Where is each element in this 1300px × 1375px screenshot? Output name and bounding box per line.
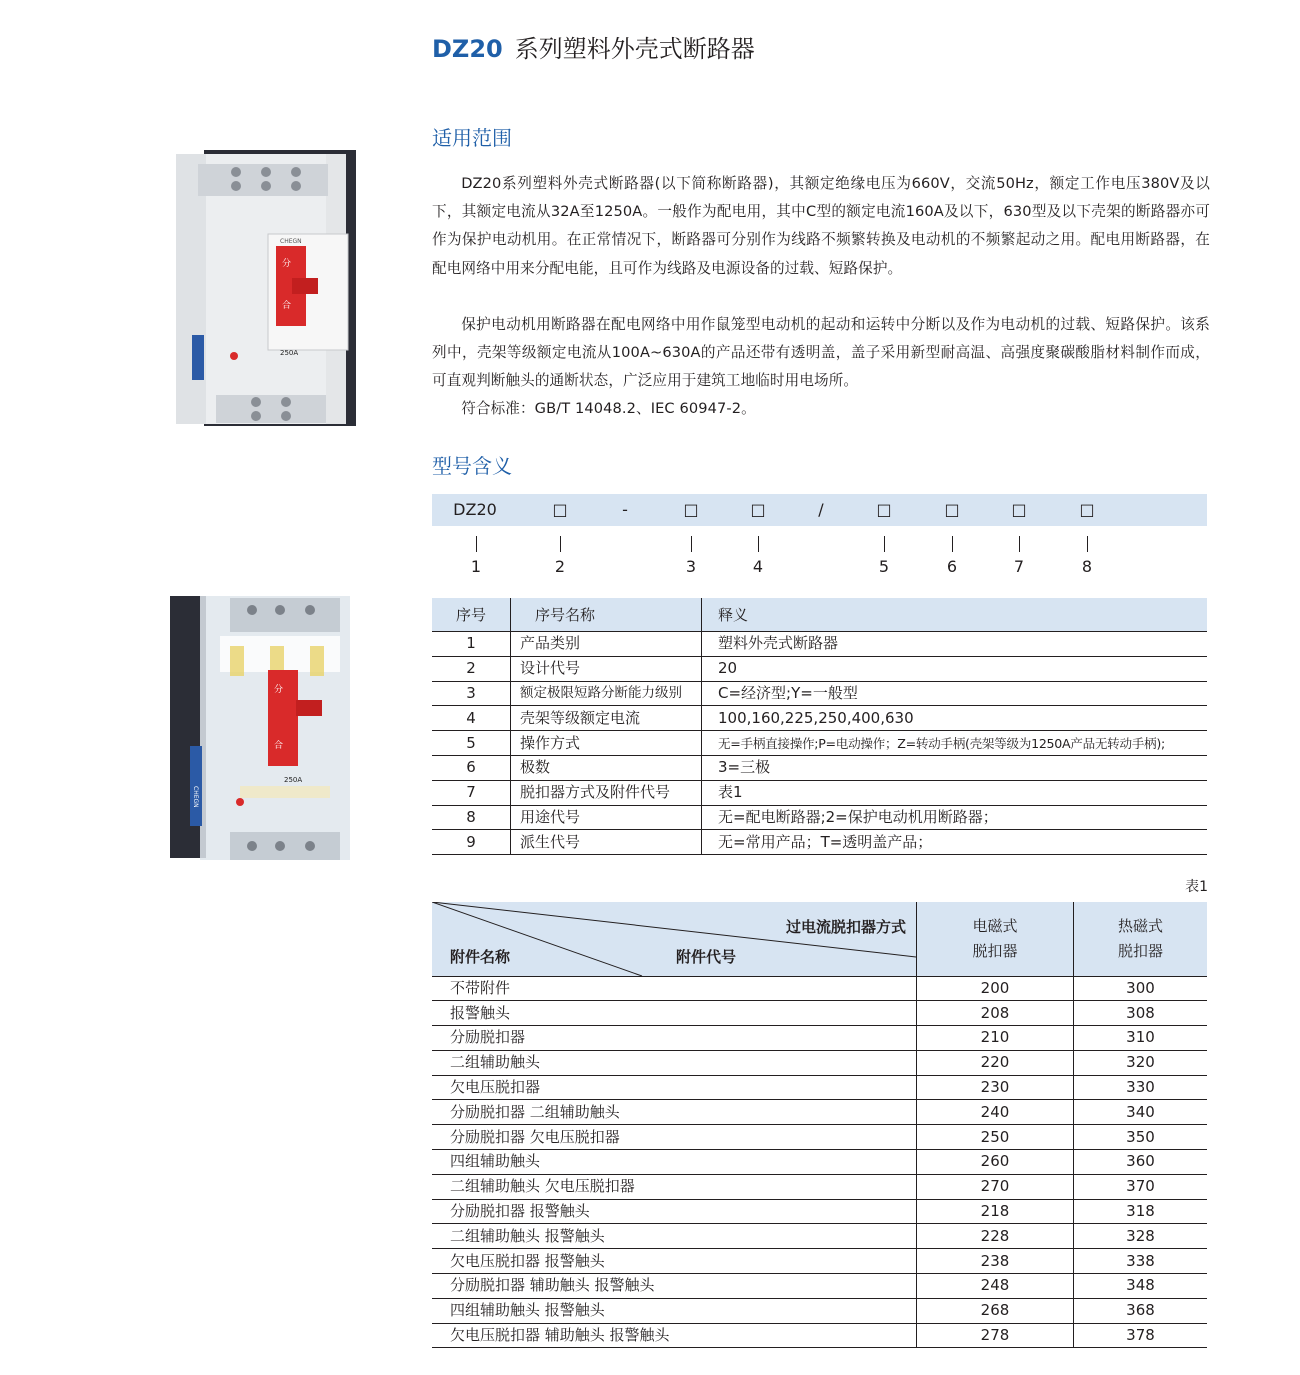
- table-note: 表1: [1185, 879, 1208, 895]
- cell-index: 6: [432, 755, 511, 780]
- header-electromagnetic-line2: 脱扣器: [972, 941, 1018, 960]
- cell-meaning: 3=三极: [702, 755, 1208, 780]
- cell-electromagnetic-code: 210: [917, 1026, 1074, 1051]
- handle-off-label-2: 分: [274, 685, 284, 695]
- scope-paragraph-2: 保护电动机用断路器在配电网络中用作鼠笼型电动机的起动和运转中分断以及作为电动机的过载、短路保护。该系列中，壳架等级额定电流从100A~630A的产品还带有透明盖，盖子采用新型耐高温、高强度聚碳酸脂材料制作而成，可直观判断触头的通断状态，广泛应用于建筑工地临时用电场所。: [432, 316, 1210, 390]
- cell-thermal-code: 328: [1074, 1224, 1208, 1249]
- cell-name: 操作方式: [511, 731, 702, 756]
- code-tick: [1019, 536, 1020, 552]
- scope-paragraph-standard: 符合标准：GB/T 14048.2、IEC 60947-2。: [461, 400, 756, 417]
- code-index: 1: [470, 557, 482, 576]
- cell-index: 1: [432, 632, 511, 657]
- table-row: [432, 830, 1207, 855]
- table-row: [432, 976, 1207, 1001]
- table-row: [432, 1298, 1207, 1323]
- cell-electromagnetic-code: 250: [917, 1125, 1074, 1150]
- cell-thermal-code: 350: [1074, 1125, 1208, 1150]
- cell-name: 脱扣器方式及附件代号: [511, 780, 702, 805]
- table-row: [432, 1100, 1207, 1125]
- cell-name: 派生代号: [511, 830, 702, 855]
- handle-off-label: 分: [282, 259, 292, 269]
- title-model: DZ20: [432, 35, 503, 63]
- cell-name: 额定极限短路分断能力级别: [511, 681, 702, 706]
- scope-paragraph-1: DZ20系列塑料外壳式断路器(以下简称断路器)，其额定绝缘电压为660V，交流50Hz，额定工作电压380V及以下，其额定电流从32A至1250A。一般作为配电用，其中C型的额定电流160A及以下，630型及以下壳架的断路器亦可作为保护电动机用。在正常情况下，断路器可分别作为线路不频繁转换及电动机的不频繁起动之用。配电用断路器，在配电网络中用来分配电能，且可作为线路及电源设备的过载、短路保护。: [432, 175, 1210, 277]
- table-row: [432, 755, 1207, 780]
- cell-meaning: 无=配电断路器;2=保护电动机用断路器；: [702, 805, 1208, 830]
- model-code-bar: [432, 494, 1207, 526]
- table-row: [432, 1174, 1207, 1199]
- cell-thermal-code: 318: [1074, 1199, 1208, 1224]
- cell-name: 产品类别: [511, 632, 702, 657]
- code-tick: [691, 536, 692, 552]
- cell-index: 5: [432, 731, 511, 756]
- cell-index: 8: [432, 805, 511, 830]
- cell-index: 7: [432, 780, 511, 805]
- code-slash: /: [818, 500, 824, 519]
- cell-electromagnetic-code: 208: [917, 1001, 1074, 1026]
- table-row: [432, 1050, 1207, 1075]
- cell-thermal-code: 310: [1074, 1026, 1208, 1051]
- code-tick: [884, 536, 885, 552]
- table-row: [432, 731, 1207, 756]
- table-row: [432, 706, 1207, 731]
- code-tick: [758, 536, 759, 552]
- cell-meaning: 无=手柄直接操作;P=电动操作；Z=转动手柄(壳架等级为1250A产品无转动手柄);: [702, 731, 1208, 756]
- table-header-row: [432, 902, 1207, 976]
- table-row: [432, 780, 1207, 805]
- cell-accessory-name: 分励脱扣器 二组辅助触头: [432, 1100, 917, 1125]
- page-title: [432, 32, 755, 66]
- table-header-row: [432, 598, 1207, 632]
- cell-thermal-code: 340: [1074, 1100, 1208, 1125]
- cell-meaning: 100,160,225,250,400,630: [702, 706, 1208, 731]
- table-row: [432, 632, 1207, 657]
- cell-meaning: 表1: [702, 780, 1208, 805]
- cell-accessory-name: 分励脱扣器: [432, 1026, 917, 1051]
- cell-thermal-code: 360: [1074, 1150, 1208, 1175]
- cell-electromagnetic-code: 240: [917, 1100, 1074, 1125]
- rating-label-2: 250A: [284, 776, 303, 784]
- code-slot-3: □: [683, 500, 699, 519]
- accessory-code-table: [432, 902, 1207, 1348]
- cell-thermal-code: 368: [1074, 1298, 1208, 1323]
- cell-name: 设计代号: [511, 656, 702, 681]
- code-slot-5: □: [876, 500, 892, 519]
- code-index: 8: [1081, 557, 1093, 576]
- header-thermal-line2: 脱扣器: [1117, 941, 1163, 960]
- cell-name: 极数: [511, 755, 702, 780]
- cell-index: 3: [432, 681, 511, 706]
- title-name: 系列塑料外壳式断路器: [514, 35, 755, 63]
- table-row: [432, 656, 1207, 681]
- code-index: 2: [554, 557, 566, 576]
- cell-name: 壳架等级额定电流: [511, 706, 702, 731]
- cell-electromagnetic-code: 238: [917, 1249, 1074, 1274]
- cell-accessory-name: 欠电压脱扣器: [432, 1075, 917, 1100]
- cell-accessory-name: 不带附件: [432, 976, 917, 1001]
- cell-accessory-name: 分励脱扣器 辅助触头 报警触头: [432, 1274, 917, 1299]
- cell-thermal-code: 378: [1074, 1323, 1208, 1348]
- handle-on-label-2: 合: [274, 741, 284, 751]
- code-slot-4: □: [750, 500, 766, 519]
- cell-electromagnetic-code: 260: [917, 1150, 1074, 1175]
- code-tick: [560, 536, 561, 552]
- breaker-image-transparent: [170, 596, 354, 866]
- code-slot-7: □: [1011, 500, 1027, 519]
- code-tick: [476, 536, 477, 552]
- header-meaning: 释义: [702, 598, 1208, 632]
- table-row: [432, 1274, 1207, 1299]
- cell-electromagnetic-code: 268: [917, 1298, 1074, 1323]
- cell-name: 用途代号: [511, 805, 702, 830]
- cell-electromagnetic-code: 230: [917, 1075, 1074, 1100]
- cell-accessory-name: 二组辅助触头 欠电压脱扣器: [432, 1174, 917, 1199]
- breaker-image-white: [176, 150, 358, 426]
- header-thermal-line1: 热磁式: [1117, 916, 1163, 935]
- brand-text: CHEGN: [280, 238, 302, 245]
- header-thermal-magnetic: [1074, 902, 1208, 976]
- cell-electromagnetic-code: 220: [917, 1050, 1074, 1075]
- cell-thermal-code: 308: [1074, 1001, 1208, 1026]
- header-accessory-code: 附件代号: [676, 948, 737, 966]
- table-row: [432, 1224, 1207, 1249]
- code-index: 6: [946, 557, 958, 576]
- code-index: 5: [878, 557, 890, 576]
- cell-thermal-code: 370: [1074, 1174, 1208, 1199]
- rating-label: 250A: [280, 349, 299, 357]
- code-prefix: DZ20: [453, 500, 497, 519]
- cell-meaning: 无=常用产品；T=透明盖产品；: [702, 830, 1208, 855]
- code-index: 7: [1013, 557, 1025, 576]
- cell-accessory-name: 四组辅助触头: [432, 1150, 917, 1175]
- code-index: 3: [685, 557, 697, 576]
- cell-index: 4: [432, 706, 511, 731]
- cell-electromagnetic-code: 270: [917, 1174, 1074, 1199]
- table-row: [432, 1075, 1207, 1100]
- header-name: 序号名称: [511, 598, 702, 632]
- header-accessory-name: 附件名称: [450, 948, 511, 966]
- table-row: [432, 1125, 1207, 1150]
- code-slot-2: □: [552, 500, 568, 519]
- cell-electromagnetic-code: 200: [917, 976, 1074, 1001]
- header-electromagnetic: [917, 902, 1074, 976]
- cell-thermal-code: 300: [1074, 976, 1208, 1001]
- table-row: [432, 1249, 1207, 1274]
- header-electromagnetic-line1: 电磁式: [972, 916, 1018, 935]
- cell-electromagnetic-code: 218: [917, 1199, 1074, 1224]
- table-row: [432, 1026, 1207, 1051]
- table-row: [432, 805, 1207, 830]
- header-trip-method: 过电流脱扣器方式: [785, 918, 906, 936]
- cell-meaning: C=经济型;Y=一般型: [702, 681, 1208, 706]
- cell-thermal-code: 348: [1074, 1274, 1208, 1299]
- cell-electromagnetic-code: 248: [917, 1274, 1074, 1299]
- cell-accessory-name: 报警触头: [432, 1001, 917, 1026]
- cell-electromagnetic-code: 228: [917, 1224, 1074, 1249]
- table-row: [432, 1323, 1207, 1348]
- cell-index: 2: [432, 656, 511, 681]
- cell-accessory-name: 二组辅助触头: [432, 1050, 917, 1075]
- table-row: [432, 1001, 1207, 1026]
- section-heading-scope: 适用范围: [432, 126, 512, 150]
- diagonal-header-cell: [432, 902, 917, 976]
- cell-thermal-code: 330: [1074, 1075, 1208, 1100]
- cell-accessory-name: 四组辅助触头 报警触头: [432, 1298, 917, 1323]
- cell-meaning: 塑料外壳式断路器: [702, 632, 1208, 657]
- code-slot-6: □: [944, 500, 960, 519]
- brand-text-2: CHEGN: [192, 786, 199, 808]
- handle-on-label: 合: [282, 301, 292, 311]
- cell-electromagnetic-code: 278: [917, 1323, 1074, 1348]
- code-dash: -: [622, 500, 628, 519]
- code-slot-8: □: [1079, 500, 1095, 519]
- code-tick: [1087, 536, 1088, 552]
- header-index: 序号: [432, 598, 511, 632]
- cell-accessory-name: 欠电压脱扣器 辅助触头 报警触头: [432, 1323, 917, 1348]
- table-row: [432, 681, 1207, 706]
- cell-accessory-name: 分励脱扣器 欠电压脱扣器: [432, 1125, 917, 1150]
- cell-meaning: 20: [702, 656, 1208, 681]
- code-index: 4: [752, 557, 764, 576]
- model-meaning-table: [432, 598, 1207, 855]
- table-row: [432, 1199, 1207, 1224]
- section-heading-model: 型号含义: [432, 454, 512, 478]
- cell-accessory-name: 欠电压脱扣器 报警触头: [432, 1249, 917, 1274]
- table-row: [432, 1150, 1207, 1175]
- cell-accessory-name: 二组辅助触头 报警触头: [432, 1224, 917, 1249]
- cell-thermal-code: 320: [1074, 1050, 1208, 1075]
- cell-index: 9: [432, 830, 511, 855]
- code-tick: [952, 536, 953, 552]
- cell-accessory-name: 分励脱扣器 报警触头: [432, 1199, 917, 1224]
- cell-thermal-code: 338: [1074, 1249, 1208, 1274]
